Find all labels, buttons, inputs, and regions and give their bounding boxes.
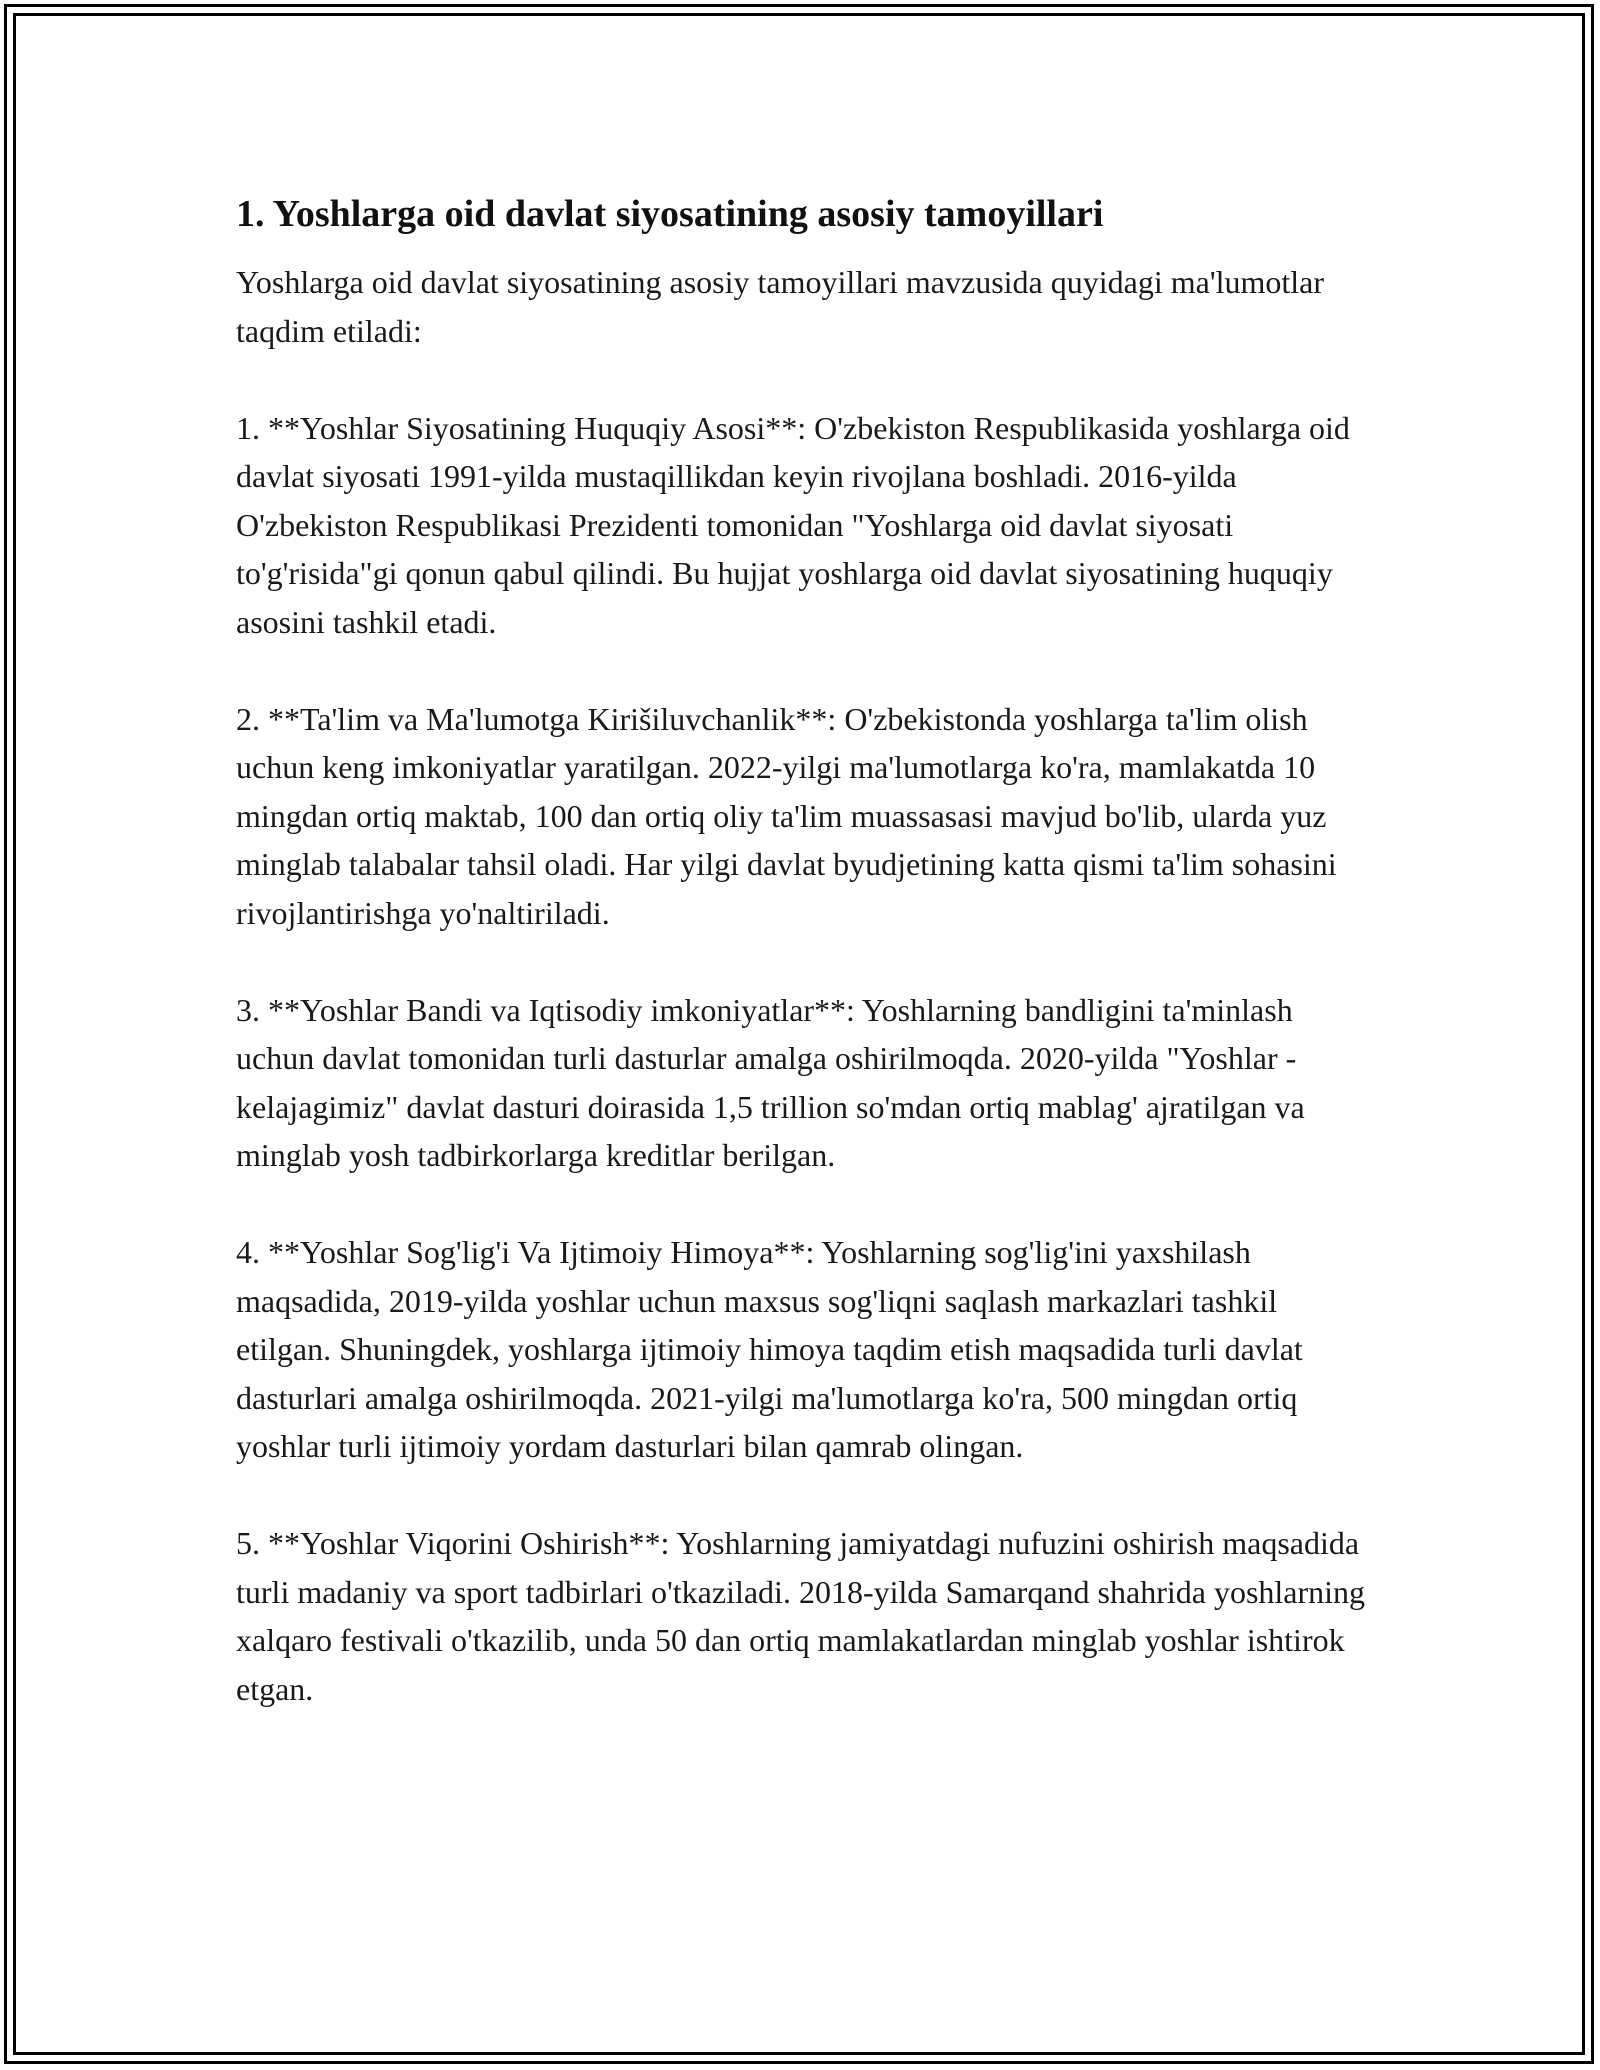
section-paragraph-5: 5. **Yoshlar Viqorini Oshirish**: Yoshlarning jamiyatdagi nufuzini oshirish maqsadida turli madaniy va sport tadbirlari o'tkaziladi. 2018-yilda Samarqand shahrida yoshlarning xalqaro festivali o'tkazilib, unda 50 dan ortiq mamlakatlardan minglab yoshlar ishtirok etgan.: [236, 1525, 1366, 1707]
section-paragraph-2: 2. **Ta'lim va Ma'lumotga Kirišiluvchanlik**: O'zbekistonda yoshlarga ta'lim olish uchun keng imkoniyatlar yaratilgan. 2022-yilgi ma'lumotlarga ko'ra, mamlakatda 10 mingdan ortiq maktab, 100 dan ortiq oliy ta'lim muassasasi mavjud bo'lib, ularda yuz minglab talabalar tahsil oladi. Har yilgi davlat byudjetining katta qismi ta'lim sohasini rivojlantirishga yo'naltiriladi.: [236, 700, 1337, 931]
intro-paragraph: Yoshlarga oid davlat siyosatining asosiy tamoyillari mavzusida quyidagi ma'lumotlar taqdim etiladi:: [236, 264, 1324, 349]
document-body: [236, 188, 1376, 1762]
section-paragraph-1: 1. **Yoshlar Siyosatining Huquqiy Asosi**: O'zbekiston Respublikasida yoshlarga oid davlat siyosati 1991-yilda mustaqillikdan keyin rivojlana boshladi. 2016-yilda O'zbekiston Respublikasi Prezidenti tomonidan "Yoshlarga oid davlat siyosati to'g'risida"gi qonun qabul qilindi. Bu hujjat yoshlarga oid davlat siyosatining huquqiy asosini tashkil etadi.: [236, 409, 1350, 640]
section-paragraph-3: 3. **Yoshlar Bandi va Iqtisodiy imkoniyatlar**: Yoshlarning bandligini ta'minlash uchun davlat tomonidan turli dasturlar amalga oshirilmoqda. 2020-yilda "Yoshlar - kelajagimiz" davlat dasturi doirasida 1,5 trillion so'mdan ortiq mablag' ajratilgan va minglab yosh tadbirkorlarga kreditlar berilgan.: [236, 991, 1305, 1173]
section-paragraph-4: 4. **Yoshlar Sog'lig'i Va Ijtimoiy Himoya**: Yoshlarning sog'lig'ini yaxshilash maqsadida, 2019-yilda yoshlar uchun maxsus sog'liqni saqlash markazlari tashkil etilgan. Shuningdek, yoshlarga ijtimoiy himoya taqdim etish maqsadida turli davlat dasturlari amalga oshirilmoqda. 2021-yilgi ma'lumotlarga ko'ra, 500 mingdan ortiq yoshlar turli ijtimoiy yordam dasturlari bilan qamrab olingan.: [236, 1234, 1303, 1464]
page-title: 1. Yoshlarga oid davlat siyosatining asosiy tamoyillari: [236, 193, 1104, 235]
